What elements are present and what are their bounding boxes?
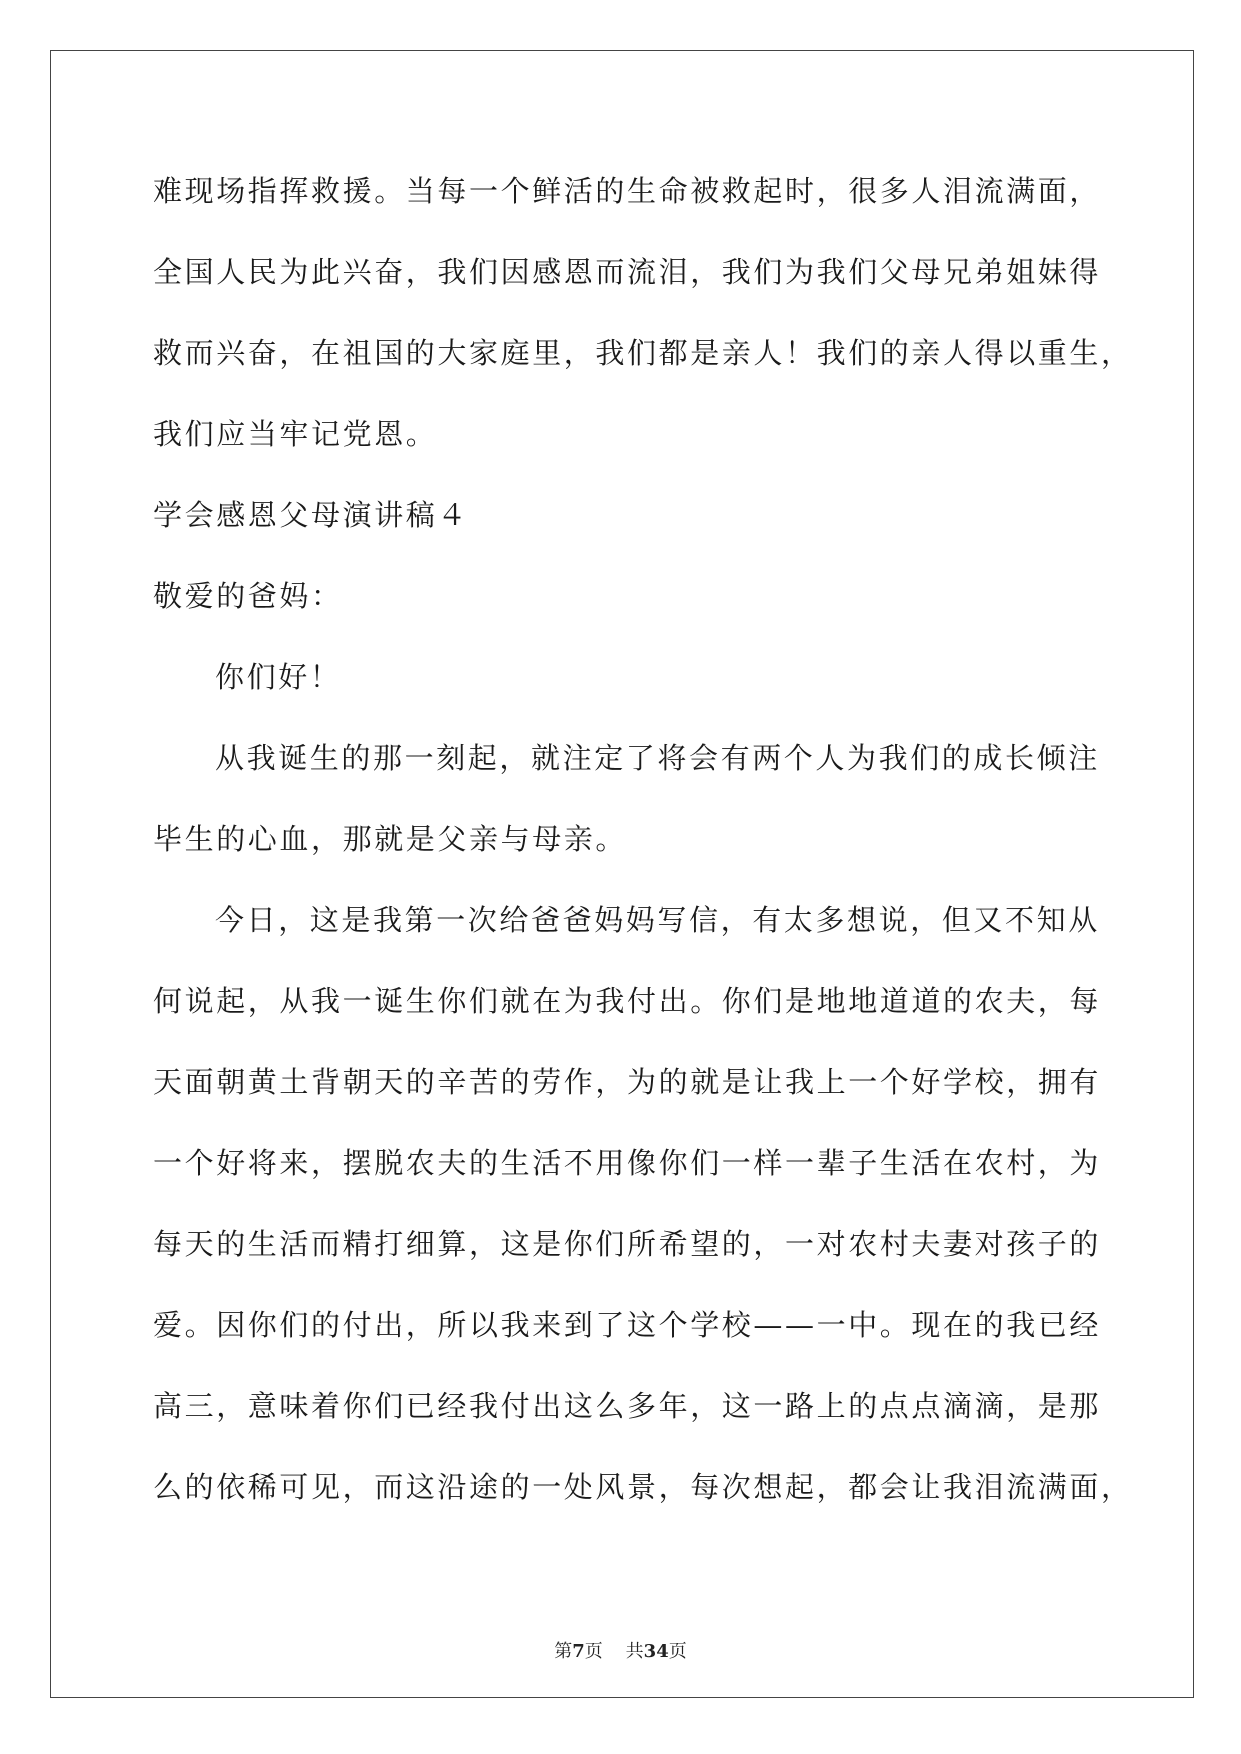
salutation: 敬爱的爸妈： bbox=[153, 579, 343, 613]
total-label-prefix: 共 bbox=[625, 1641, 644, 1662]
body-line: 全国人民为此兴奋，我们因感恩而流泪，我们为我们父母兄弟姐妹得 bbox=[153, 255, 1102, 289]
greeting: 你们好！ bbox=[215, 660, 342, 694]
paragraph-line: 今日，这是我第一次给爸爸妈妈写信，有太多想说，但又不知从 bbox=[215, 903, 1100, 937]
paragraph-line: 天面朝黄土背朝天的辛苦的劳作，为的就是让我上一个好学校，拥有 bbox=[153, 1065, 1102, 1099]
page-border bbox=[50, 50, 1194, 1698]
page-label-prefix: 第 bbox=[554, 1641, 573, 1662]
paragraph-line: 何说起，从我一诞生你们就在为我付出。你们是地地道道的农夫，每 bbox=[153, 984, 1102, 1018]
page-label-suffix: 页 bbox=[584, 1641, 603, 1662]
page-footer bbox=[0, 1637, 1241, 1663]
section-title: 学会感恩父母演讲稿４ bbox=[153, 498, 470, 532]
paragraph-line: 高三，意味着你们已经我付出这么多年，这一路上的点点滴滴，是那 bbox=[153, 1389, 1102, 1423]
paragraph-line: 毕生的心血，那就是父亲与母亲。 bbox=[153, 822, 628, 856]
total-label-suffix: 页 bbox=[668, 1641, 687, 1662]
body-line: 救而兴奋，在祖国的大家庭里，我们都是亲人！我们的亲人得以重生， bbox=[153, 336, 1133, 370]
paragraph-line: 么的依稀可见，而这沿途的一处风景，每次想起，都会让我泪流满面， bbox=[153, 1470, 1133, 1504]
paragraph-line: 从我诞生的那一刻起，就注定了将会有两个人为我们的成长倾注 bbox=[215, 741, 1100, 775]
paragraph-line: 爱。因你们的付出，所以我来到了这个学校——一中。现在的我已经 bbox=[153, 1308, 1102, 1342]
paragraph-line: 每天的生活而精打细算，这是你们所希望的，一对农村夫妻对孩子的 bbox=[153, 1227, 1102, 1261]
paragraph-line: 一个好将来，摆脱农夫的生活不用像你们一样一辈子生活在农村，为 bbox=[153, 1146, 1102, 1180]
page-current: 7 bbox=[572, 1641, 585, 1662]
body-line: 我们应当牢记党恩。 bbox=[153, 417, 438, 451]
page-total: 34 bbox=[643, 1641, 669, 1662]
body-line: 难现场指挥救援。当每一个鲜活的生命被救起时，很多人泪流满面， bbox=[153, 174, 1102, 208]
